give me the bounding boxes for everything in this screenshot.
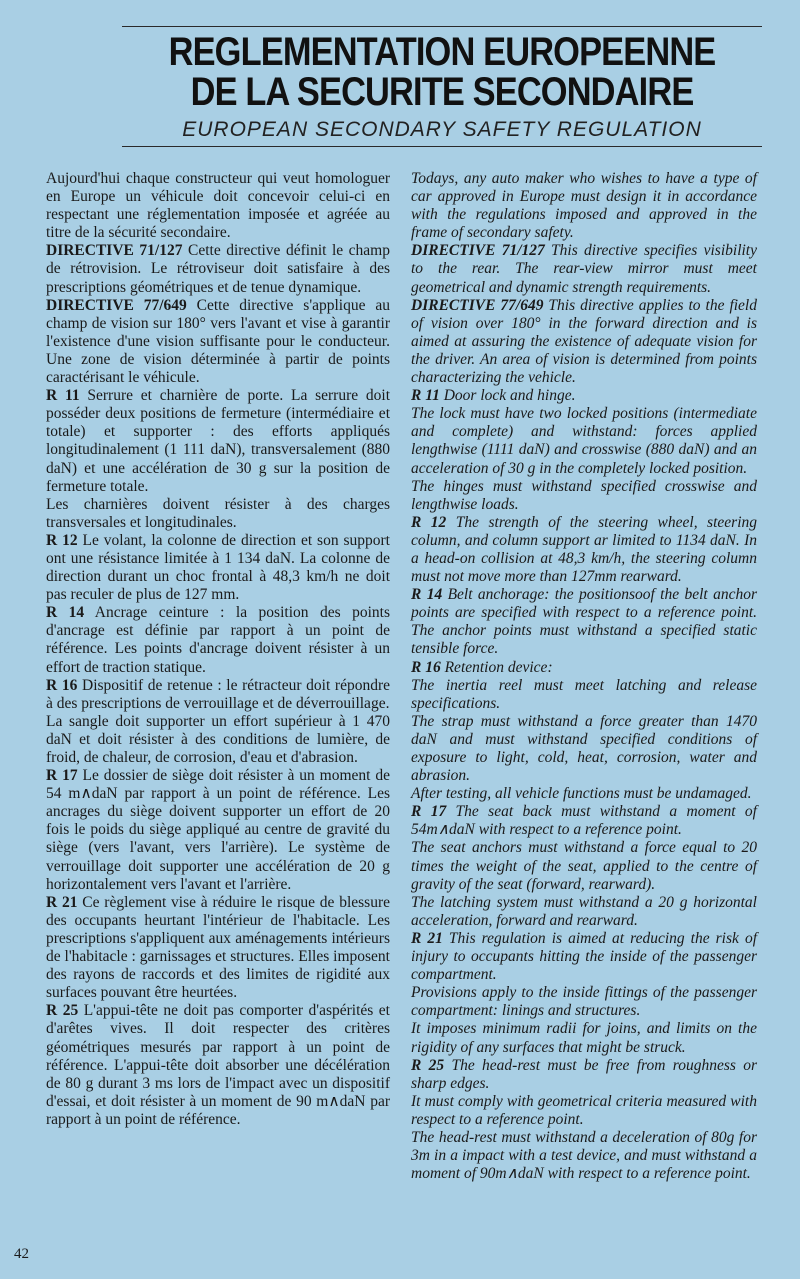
page-subtitle: EUROPEAN SECONDARY SAFETY REGULATION	[182, 118, 702, 141]
fr-text: Le volant, la colonne de direction et son support ont une résistance limitée à 1 134 daN. La colonne de direction durant un choc frontal à 48,3 km/h ne doit pas reculer de plus de 127 mm.	[46, 531, 390, 604]
fr-label: DIRECTIVE 71/127	[46, 242, 183, 260]
fr-text: La sangle doit supporter un effort supérieur à 1 470 daN et doit résister à des conditions de lumière, de froid, de chaleur, de corrosion, d'eau et d'abrasion.	[46, 712, 390, 766]
fr-text: Ancrage ceinture : la position des points d'ancrage est définie par rapport à un point de référence. Les points d'ancrage doivent résister à un effort de traction statique.	[46, 604, 390, 676]
en-text: Door lock and hinge.	[439, 387, 576, 405]
fr-label: R 12	[46, 531, 78, 549]
en-paragraph	[411, 1020, 757, 1056]
fr-paragraph	[46, 496, 390, 532]
en-label: R 21	[411, 929, 443, 947]
fr-paragraph	[46, 1002, 390, 1129]
en-text: The head-rest must be free from roughness or sharp edges.	[411, 1056, 757, 1092]
en-paragraph	[411, 677, 757, 713]
title-line-2: DE LA SECURITE SECONDAIRE	[190, 70, 694, 114]
fr-label: R 14	[46, 604, 85, 622]
fr-label: R 25	[46, 1002, 79, 1020]
en-paragraph	[411, 586, 757, 658]
en-text: This regulation is aimed at reducing the risk of injury to occupants hitting the inside of the passenger compartment.	[411, 929, 757, 984]
en-paragraph	[411, 894, 757, 930]
fr-paragraph	[46, 387, 390, 496]
en-paragraph	[411, 1129, 757, 1183]
en-text: It imposes minimum radii for joins, and limits on the rigidity of any surfaces that might be struck.	[411, 1020, 757, 1056]
en-paragraph	[411, 1093, 757, 1129]
fr-paragraph	[46, 713, 390, 767]
en-text: The lock must have two locked positions (intermediate and complete) and withstand: forces applied lengthwise (1111 daN) and crosswise (880 daN) and an acceleration of 30 g in the completely locked position.	[411, 405, 757, 477]
bottom-rule	[122, 146, 762, 147]
en-label: R 12	[411, 513, 447, 531]
fr-text: L'appui-tête ne doit pas comporter d'aspérités et d'arêtes vives. Il doit respecter des critères géométriques mesurés par rapport à un point de référence. L'appui-tête doit absorber une décélération de 80 g durant 3 ms lors de l'impact avec un dispositif d'essai, et doit résister à un moment de 90 m∧daN par rapport à un point de référence.	[46, 1002, 390, 1128]
en-label: R 14	[411, 586, 443, 604]
en-label: R 11	[411, 387, 440, 405]
en-paragraph	[411, 839, 757, 893]
fr-label: R 11	[46, 387, 80, 405]
en-text: Todays, any auto maker who wishes to have a type of car approved in Europe must design it in accordance with the regulations imposed and approved in the frame of secondary safety.	[411, 170, 757, 242]
en-text: Belt anchorage: the positionsoof the belt anchor points are specified with respect to a reference point. The anchor points must withstand a specified static tensible force.	[411, 586, 758, 658]
fr-text: Les charnières doivent résister à des charges transversales et longitudinales.	[46, 495, 390, 531]
fr-text: Aujourd'hui chaque constructeur qui veut homologuer en Europe un véhicule doit concevoir celui-ci en respectant une réglementation imposée et agréée au titre de la sécurité secondaire.	[46, 170, 390, 242]
en-text: The seat anchors must withstand a force equal to 20 times the weight of the seat, applied to the centre of gravity of the seat (forward, rearward).	[411, 839, 757, 893]
en-label: R 16	[411, 658, 441, 676]
en-text: This directive specifies visibility to the rear. The rear-view mirror must meet geometrical and dynamic strength requirements.	[411, 242, 757, 296]
en-paragraph	[411, 387, 757, 405]
fr-paragraph	[46, 242, 390, 296]
en-paragraph	[411, 242, 757, 296]
fr-label: R 16	[46, 676, 78, 694]
en-text: After testing, all vehicle functions must be undamaged.	[411, 785, 752, 803]
en-paragraph	[411, 1057, 757, 1093]
en-paragraph	[411, 930, 757, 984]
fr-paragraph	[46, 604, 390, 676]
en-paragraph	[411, 984, 757, 1020]
en-text: The head-rest must withstand a deceleration of 80g for 3m in a impact with a test device, and must withstand a moment of 90m∧daN with respect to a reference point.	[411, 1128, 757, 1183]
en-label: R 25	[411, 1056, 445, 1074]
fr-label: R 17	[46, 767, 78, 785]
fr-paragraph	[46, 767, 390, 894]
en-paragraph	[411, 785, 757, 803]
en-text: The seat back must withstand a moment of 54m∧daN with respect to a reference point.	[411, 803, 757, 839]
fr-paragraph	[46, 170, 390, 242]
en-paragraph	[411, 170, 757, 242]
fr-paragraph	[46, 894, 390, 1003]
en-label: DIRECTIVE 71/127	[411, 242, 545, 260]
en-paragraph	[411, 405, 757, 477]
en-text: Provisions apply to the inside fittings of the passenger compartment: linings and structures.	[411, 984, 757, 1020]
en-paragraph	[411, 478, 757, 514]
fr-paragraph	[46, 297, 390, 387]
en-text: The inertia reel must meet latching and release specifications.	[411, 676, 757, 712]
fr-label: DIRECTIVE 77/649	[46, 296, 187, 314]
page-title	[167, 32, 717, 112]
fr-paragraph	[46, 677, 390, 713]
en-paragraph	[411, 713, 757, 785]
title-line-1: REGLEMENTATION EUROPEENNE	[168, 30, 716, 74]
en-text: The latching system must withstand a 20 g horizontal acceleration, forward and rearward.	[411, 893, 757, 929]
en-paragraph	[411, 297, 757, 387]
en-paragraph	[411, 514, 757, 586]
french-column	[46, 170, 390, 1129]
en-label: DIRECTIVE 77/649	[411, 296, 544, 314]
fr-text: Ce règlement vise à réduire le risque de blessure des occupants heurtant l'intérieur de l'habitacle. Les prescriptions s'appliquent aux aménagements intérieurs de l'habitacle : garnissages et structures. Elles imposent des rayons de raccords et des limites de rigidité aux surfaces pouvant être heurtées.	[46, 893, 390, 1002]
fr-label: R 21	[46, 893, 78, 911]
fr-text: Serrure et charnière de porte. La serrure doit posséder deux positions de fermeture (intermédiaire et totale) et supporter : des efforts appliqués longitudinalement (1 111 daN), transversalement (880 daN) et une accélération de 30 g sur la position de fermeture totale.	[46, 387, 390, 495]
fr-text: Le dossier de siège doit résister à un moment de 54 m∧daN par rapport à un point de référence. Les ancrages du siège doivent supporter un effort de 20 fois le poids du siège appliqué au centre de gravité du siège (vers l'avant, vers l'arrière). Le système de verrouillage doit supporter une accélération de 20 g horizontalement vers l'avant et l'arrière.	[46, 767, 390, 893]
fr-text: Cette directive définit le champ de rétrovision. Le rétroviseur doit satisfaire à des prescriptions géométriques et de tenue dynamique.	[46, 242, 390, 296]
en-text: The strength of the steering wheel, steering column, and column support ar limited to 1134 daN. In a head-on collision at 48,3 km/h, the steering column must not move more than 127mm rearward.	[411, 513, 757, 586]
en-text: Retention device:	[440, 658, 553, 676]
fr-text: Dispositif de retenue : le rétracteur doit répondre à des prescriptions de verrouillage et de déverrouillage.	[46, 676, 391, 712]
fr-paragraph	[46, 532, 390, 604]
english-column	[411, 170, 757, 1183]
en-paragraph	[411, 659, 757, 677]
en-label: R 17	[411, 803, 447, 821]
en-paragraph	[411, 803, 757, 839]
en-text: The strap must withstand a force greater than 1470 daN and must withstand specified conditions of exposure to light, cold, heat, corrosion, water and abrasion.	[411, 712, 757, 785]
top-rule	[122, 26, 762, 27]
en-text: It must comply with geometrical criteria measured with respect to a reference point.	[411, 1092, 757, 1128]
en-text: The hinges must withstand specified crosswise and lengthwise loads.	[411, 477, 757, 513]
en-text: This directive applies to the field of vision over 180° in the forward direction and is aimed at assuring the existence of adequate vision for the driver. An area of vision is determined from points characterizing the vehicle.	[411, 296, 757, 387]
page-number: 42	[14, 1246, 29, 1262]
fr-text: Cette directive s'applique au champ de vision sur 180° vers l'avant et vise à garantir l'existence d'une vision suffisante pour le conducteur. Une zone de vision déterminée à partir de points caractérisant le véhicule.	[46, 296, 390, 387]
